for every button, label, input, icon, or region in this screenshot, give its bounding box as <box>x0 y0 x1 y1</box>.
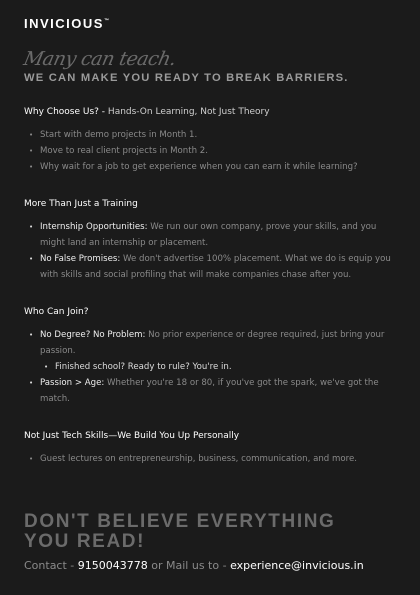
invicious-logo <box>24 16 109 31</box>
personal-heading: Not Just Tech Skills—We Build You Up Personally <box>24 431 240 441</box>
list-item <box>28 251 396 283</box>
list-item: • Why wait for a job to get experience when you can earn it while learning? <box>28 159 396 175</box>
logo-text: INVICIOUS <box>24 16 104 31</box>
item-lead: No Degree? No Problem: <box>40 330 146 340</box>
why-subtitle: Hands-On Learning, Not Just Theory <box>107 107 270 117</box>
list-item <box>28 327 396 359</box>
list-item: • Start with demo projects in Month 1. <box>28 127 396 143</box>
script-headline: Many can teach. <box>21 48 179 70</box>
contact-prefix: Contact - <box>24 559 75 572</box>
trademark-mark: ™ <box>103 18 109 24</box>
contact-line <box>24 559 364 572</box>
more-list <box>28 219 396 283</box>
who-list <box>28 327 396 407</box>
why-list <box>28 127 396 175</box>
item-lead: No False Promises: <box>40 254 121 264</box>
item-text: No prior experience or degree required, just bring your passion. <box>40 330 385 356</box>
personal-list <box>28 451 396 467</box>
list-item: • Move to real client projects in Month 2. <box>28 143 396 159</box>
why-heading <box>24 107 270 117</box>
closing-line-2: YOU READ! <box>24 531 146 552</box>
contact-middle: or Mail us to - <box>151 559 227 572</box>
item-lead: Passion > Age: <box>40 378 105 388</box>
list-item: • Guest lectures on entrepreneurship, business, communication, and more. <box>28 451 396 467</box>
email-link[interactable]: experience@invicious.in <box>230 559 364 572</box>
tagline: WE CAN MAKE YOU READY TO BREAK BARRIERS. <box>24 72 349 84</box>
closing-headline <box>24 512 335 552</box>
who-heading: Who Can Join? <box>24 307 89 317</box>
list-item <box>28 375 396 407</box>
closing-line-1: DON'T BELIEVE EVERYTHING <box>24 511 336 532</box>
item-text: We don't advertise 100% placement. What we do is equip you with skills and social profiling that will make companies chase after you. <box>40 254 391 280</box>
phone-link[interactable]: 9150043778 <box>77 559 148 572</box>
item-lead: Internship Opportunities: <box>40 222 148 232</box>
item-text: Whether you're 18 or 80, if you've got the spark, we've got the match. <box>40 378 379 404</box>
list-item <box>28 219 396 251</box>
sub-list-item: • Finished school? Ready to rule? You're in. <box>28 359 396 375</box>
item-text: We run our own company, prove your skills, and you might land an internship or placement. <box>40 222 377 248</box>
more-heading: More Than Just a Training <box>24 199 138 209</box>
why-title: Why Choose Us? - <box>24 107 106 117</box>
